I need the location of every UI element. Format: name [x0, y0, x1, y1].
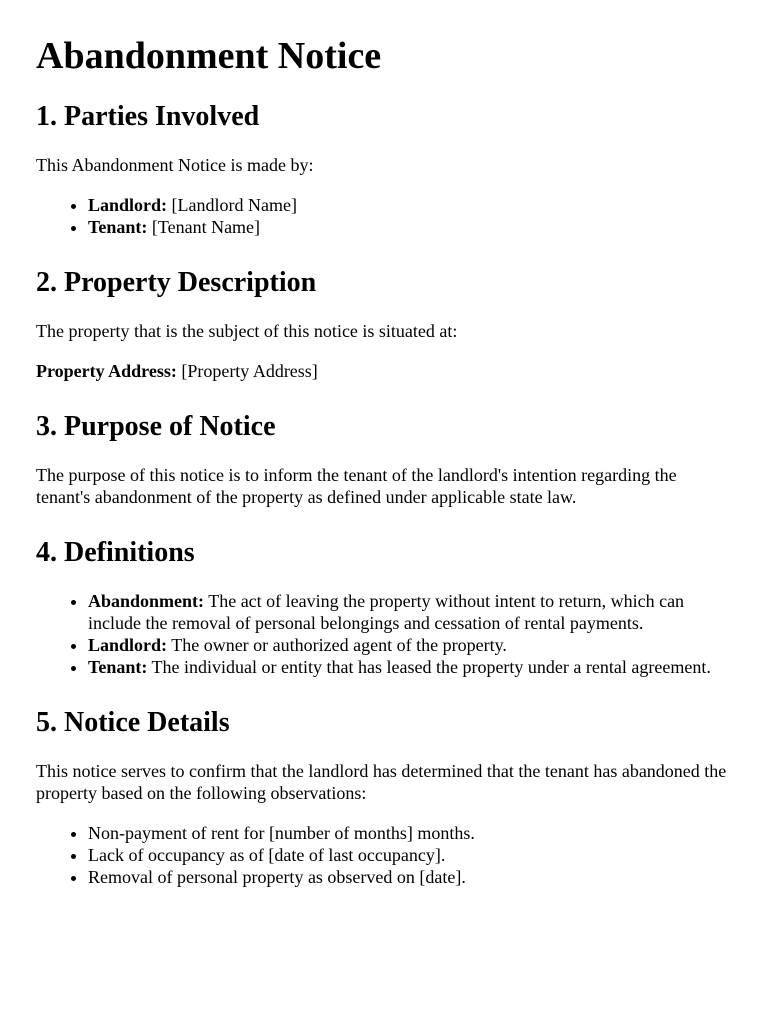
item-label: Landlord: [88, 635, 168, 655]
item-text: The owner or authorized agent of the property. [167, 635, 507, 655]
item-label: Landlord: [88, 195, 168, 215]
list-item [88, 634, 734, 656]
section-heading: 3. Purpose of Notice [36, 411, 276, 442]
item-label: Tenant: [88, 217, 148, 237]
section-definitions [36, 536, 734, 678]
list-item [88, 194, 734, 216]
section-parties-involved [36, 100, 734, 238]
property-address-label: Property Address: [36, 361, 177, 381]
list-item [88, 656, 734, 678]
section-property-description [36, 266, 734, 382]
section-purpose-of-notice [36, 410, 734, 508]
item-text: The act of leaving the property without intent to return, which can include the removal of personal belongings and cessation of rental payments. [88, 591, 685, 633]
property-address-line [36, 360, 734, 382]
list-item [88, 216, 734, 238]
section-intro: This Abandonment Notice is made by: [36, 155, 314, 175]
observations-list [36, 822, 734, 888]
item-text: [Tenant Name] [147, 217, 261, 237]
section-heading: 2. Property Description [36, 267, 317, 298]
definitions-list [36, 590, 734, 678]
section-body: The purpose of this notice is to inform the tenant of the landlord's intention regarding the tenant's abandonment of the property as defined under applicable state law. [36, 465, 677, 507]
section-intro: The property that is the subject of this notice is situated at: [36, 321, 458, 341]
section-heading: 1. Parties Involved [36, 101, 260, 132]
list-item: • Removal of personal property as observed on [date]. [88, 866, 734, 888]
section-intro: This notice serves to confirm that the landlord has determined that the tenant has abandoned the property based on the following observations: [36, 761, 727, 803]
list-item: • Non-payment of rent for [number of months] months. [88, 822, 734, 844]
section-notice-details [36, 706, 734, 888]
item-label: Tenant: [88, 657, 148, 677]
section-heading: 4. Definitions [36, 537, 195, 568]
property-address-value: [Property Address] [176, 361, 318, 381]
section-heading: 5. Notice Details [36, 707, 230, 738]
item-text: [Landlord Name] [167, 195, 297, 215]
item-label: Abandonment: [88, 591, 205, 611]
item-text: The individual or entity that has leased the property under a rental agreement. [147, 657, 711, 677]
list-item: • Lack of occupancy as of [date of last occupancy]. [88, 844, 734, 866]
parties-list [36, 194, 734, 238]
document-title: Abandonment Notice [36, 35, 382, 77]
list-item [88, 590, 734, 634]
